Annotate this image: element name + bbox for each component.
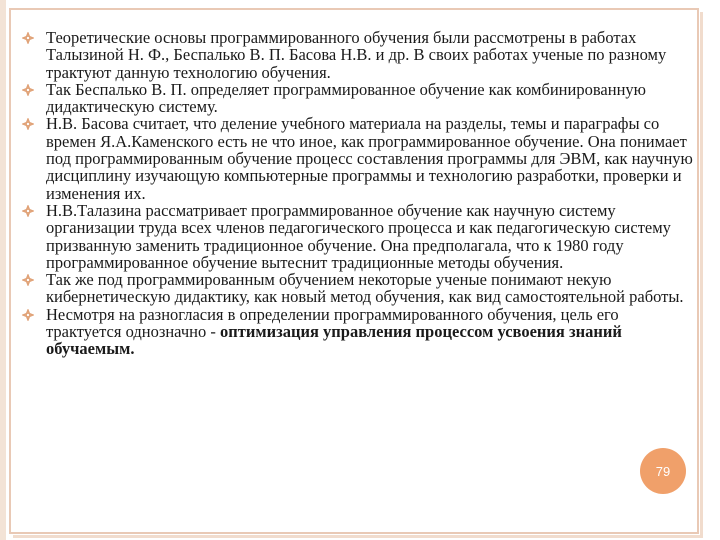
list-item [22, 29, 698, 81]
bullet-icon [22, 274, 34, 286]
bullet-text: Теоретические основы программированного обучения были рассмотрены в работах Талызиной Н. Ф., Беспалько В. П. Басова Н.В. и др. В своих работах ученые по разному трактуют данную технологию обучения. [46, 28, 667, 82]
list-item [22, 202, 698, 271]
bullet-icon [22, 309, 34, 321]
list-item [22, 271, 698, 306]
bullet-text: Н.В. Басова считает, что деление учебного материала на разделы, темы и параграфы со времен Я.А.Каменского есть не что иное, как программированное обучение. Она понимает под программированным обучение процесс составления программы для ЭВМ, как научную дисциплину изучающую компьютерные программы и технологию разработки, проверки и изменения их. [46, 114, 693, 203]
bullet-text: Н.В.Талазина рассматривает программированное обучение как научную систему организации труда всех членов педагогического процесса и как педагогическую систему призванную заменить традиционное обучение. Она предполагала, что к 1980 году программированное обучение вытеснит традиционные методы обучения. [46, 200, 671, 272]
page-number-badge: 79 [640, 448, 686, 494]
bullet-list [22, 29, 698, 358]
bullet-icon [22, 32, 34, 44]
bullet-icon [22, 118, 34, 130]
list-item [22, 306, 698, 358]
left-accent-bar [0, 0, 6, 540]
bullet-icon [22, 205, 34, 217]
slide-content [22, 29, 698, 358]
bullet-bold-text: оптимизация управления процессом усвоения знаний обучаемым. [46, 322, 622, 359]
bullet-text: Так же под программированным обучением некоторые ученые понимают некую кибернетическую дидактику, как новый метод обучения, как вид самостоятельной работы. [46, 270, 684, 307]
bullet-text: Несмотря на разногласия в определении программированного обучения, цель его трактуется однозначно - [46, 304, 619, 342]
list-item [22, 81, 698, 116]
list-item [22, 115, 698, 201]
bullet-icon [22, 84, 34, 96]
bullet-text: Так Беспалько В. П. определяет программированное обучение как комбинированную дидактическую систему. [46, 79, 646, 117]
